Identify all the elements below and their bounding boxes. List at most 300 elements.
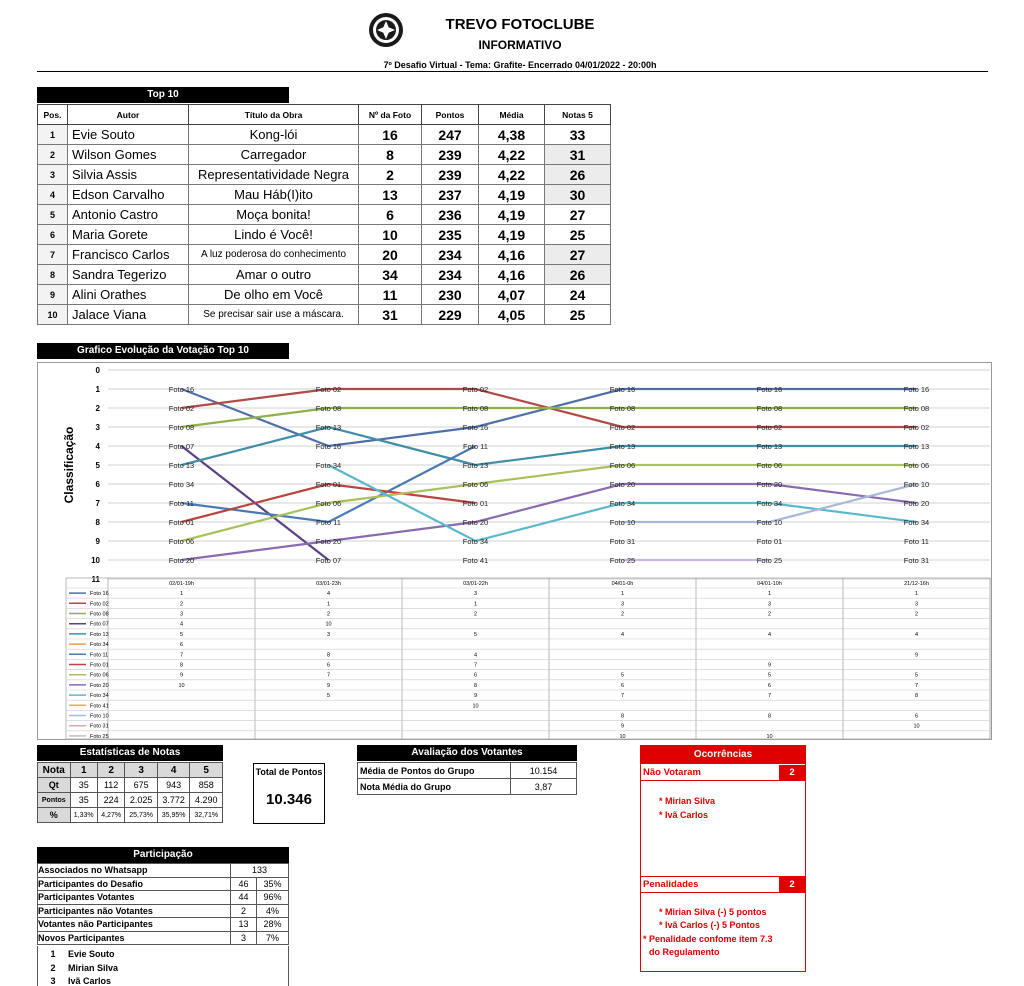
header-divider: [37, 71, 988, 72]
chart-point-label: Foto 16: [756, 385, 783, 394]
chart-point-label: Foto 11: [169, 499, 194, 508]
chart-data-table-cell: 4: [179, 621, 184, 628]
top10-avg: 4,38: [479, 125, 545, 145]
chart-data-table-cell: 3: [767, 601, 772, 608]
top10-points: 234: [422, 265, 479, 285]
chart-point-label: Foto 16: [462, 423, 489, 432]
top10-photo: 13: [359, 185, 422, 205]
chart-point-label: Foto 16: [315, 442, 342, 451]
top10-work: Amar o outro: [189, 265, 359, 285]
not-voted-item: * Mirian Silva: [659, 796, 716, 806]
stats-cell: 35: [70, 793, 97, 808]
top10-row: [38, 145, 611, 165]
chart-data-table-cell: 5: [179, 631, 184, 638]
chart-data-table-cell: 1: [620, 591, 625, 598]
chart-y-tick-label: 5: [95, 461, 100, 470]
stats-row-label: %: [38, 808, 71, 823]
stats-cell: 4,27%: [97, 808, 124, 823]
penalty-note: do Regulamento: [649, 947, 720, 957]
top10-row: [38, 305, 611, 325]
top10-author: Francisco Carlos: [68, 245, 189, 265]
chart-data-table-cell: 9: [326, 682, 331, 689]
top10-work: Moça bonita!: [189, 205, 359, 225]
participation-pct: 7%: [257, 931, 289, 945]
participation-value: 133: [231, 864, 289, 878]
chart-data-table-cell: 6: [914, 713, 919, 720]
chart-point-label: Foto 34: [315, 461, 342, 470]
chart-data-table-cell: 5: [620, 672, 625, 679]
chart-data-table-cell: 5: [767, 672, 772, 679]
participation-pct: 96%: [257, 891, 289, 905]
chart-point-label: Foto 16: [903, 385, 930, 394]
chart-x-tick-label: 02/01-19h: [169, 581, 194, 587]
chart-data-table-cell: 2: [914, 611, 919, 618]
chart-data-table-cell: 2: [620, 611, 625, 618]
chart-point-label: Foto 16: [168, 385, 195, 394]
top10-avg: 4,22: [479, 145, 545, 165]
chart-point-label: Foto 34: [168, 480, 195, 489]
participation-value: 13: [231, 918, 257, 932]
top10-photo: 16: [359, 125, 422, 145]
stats-cell: 112: [97, 778, 124, 793]
event-description: 7º Desafio Virtual - Tema: Grafite- Encerrado 04/01/2022 - 20:00h: [383, 60, 657, 70]
chart-data-table-cell: 3: [914, 601, 919, 608]
stats-cell: 943: [157, 778, 190, 793]
chart-point-label: Foto 02: [756, 423, 783, 432]
chart-point-label: Foto 06: [315, 499, 342, 508]
chart-data-table-cell: 10: [472, 703, 479, 710]
chart-legend-label: Foto 02: [90, 601, 109, 608]
penalties-count: 2: [779, 877, 805, 892]
chart-data-table-cell: 7: [326, 672, 331, 679]
stats-row-label: Qt: [38, 778, 71, 793]
chart-data-table-cell: 7: [179, 652, 184, 659]
top10-avg: 4,19: [479, 185, 545, 205]
chart-point-label: Foto 16: [609, 385, 636, 394]
chart-data-table-cell: 2: [767, 611, 772, 618]
top10-n5: 31: [545, 145, 611, 165]
chart-data-table-cell: 9: [767, 662, 772, 669]
participation-row: [38, 918, 289, 932]
stats-cell: 675: [125, 778, 158, 793]
participation-table: [37, 863, 289, 945]
top10-avg: 4,19: [479, 225, 545, 245]
participation-pct: 28%: [257, 918, 289, 932]
top10-row: [38, 265, 611, 285]
chart-point-label: Foto 13: [903, 442, 930, 451]
chart-legend-label: Foto 41: [90, 703, 109, 710]
top10-photo: 2: [359, 165, 422, 185]
top10-table: [37, 104, 611, 325]
participation-row: [38, 877, 289, 891]
top10-points: 234: [422, 245, 479, 265]
top10-photo: 8: [359, 145, 422, 165]
top10-n5: 25: [545, 305, 611, 325]
participation-value: 44: [231, 891, 257, 905]
chart-y-tick-label: 11: [91, 575, 100, 584]
penalty-item: * Mirian Silva (-) 5 pontos: [659, 907, 767, 917]
chart-point-label: Foto 11: [316, 518, 341, 527]
top10-photo: 34: [359, 265, 422, 285]
top10-photo: 10: [359, 225, 422, 245]
top10-n5: 33: [545, 125, 611, 145]
top10-work: A luz poderosa do conhecimento: [189, 245, 359, 265]
chart-data-table-cell: 5: [914, 672, 919, 679]
participation-label: Participantes não Votantes: [38, 904, 231, 918]
chart-point-label: Foto 06: [609, 461, 636, 470]
col-pos: Pos.: [38, 105, 68, 125]
chart-legend-label: Foto 34: [90, 642, 109, 649]
top10-author: Evie Souto: [68, 125, 189, 145]
stats-cell: 2.025: [125, 793, 158, 808]
ranking-evolution-chart: [37, 362, 992, 740]
chart-data-table-cell: 9: [473, 693, 478, 700]
col-author: Autor: [68, 105, 189, 125]
chart-series-line: [182, 408, 917, 427]
chart-point-label: Foto 07: [168, 442, 195, 451]
participation-row: [38, 931, 289, 945]
top10-n5: 24: [545, 285, 611, 305]
chart-point-label: Foto 11: [904, 537, 929, 546]
top10-points: 230: [422, 285, 479, 305]
chart-point-label: Foto 25: [609, 556, 636, 565]
chart-point-label: Foto 08: [609, 404, 636, 413]
stats-header: 4: [157, 763, 190, 778]
chart-point-label: Foto 10: [903, 480, 930, 489]
chart-point-label: Foto 01: [756, 537, 783, 546]
stats-header-row: [38, 763, 223, 778]
chart-point-label: Foto 01: [168, 518, 195, 527]
chart-data-table-cell: 2: [473, 611, 478, 618]
chart-point-label: Foto 06: [756, 461, 783, 470]
top10-avg: 4,16: [479, 245, 545, 265]
top10-work: Carregador: [189, 145, 359, 165]
chart-y-tick-label: 8: [95, 518, 100, 527]
top10-photo: 6: [359, 205, 422, 225]
chart-data-table-cell: 9: [179, 672, 184, 679]
new-participant-index: 1: [50, 949, 56, 959]
chart-point-label: Foto 20: [462, 518, 489, 527]
col-photo: Nº da Foto: [359, 105, 422, 125]
participation-pct: 4%: [257, 904, 289, 918]
participation-title: Participação: [37, 847, 289, 863]
top10-pos: 8: [38, 265, 68, 285]
chart-point-label: Foto 08: [168, 423, 195, 432]
penalty-item: * Ivã Carlos (-) 5 Pontos: [659, 920, 761, 930]
chart-point-label: Foto 06: [462, 480, 489, 489]
new-participant-index: 3: [50, 976, 56, 986]
evaluation-value: 10.154: [511, 763, 577, 779]
chart-legend-label: Foto 01: [90, 662, 109, 669]
chart-point-label: Foto 08: [903, 404, 930, 413]
chart-point-label: Foto 13: [756, 442, 783, 451]
chart-point-label: Foto 08: [315, 404, 342, 413]
participation-label: Votantes não Participantes: [38, 918, 231, 932]
top10-avg: 4,05: [479, 305, 545, 325]
participation-row: [38, 891, 289, 905]
chart-point-label: Foto 34: [903, 518, 930, 527]
top10-pos: 2: [38, 145, 68, 165]
chart-point-label: Foto 20: [315, 537, 342, 546]
chart-legend-label: Foto 10: [90, 713, 109, 720]
top10-pos: 7: [38, 245, 68, 265]
stats-cell: 32,71%: [190, 808, 223, 823]
not-voted-label: Não Votaram: [643, 767, 701, 778]
chart-data-table-cell: 4: [473, 652, 478, 659]
chart-point-label: Foto 34: [609, 499, 636, 508]
chart-point-label: Foto 06: [903, 461, 930, 470]
chart-data-table-cell: 4: [914, 631, 919, 638]
chart-data-table-cell: 2: [179, 601, 184, 608]
chart-data-table-cell: 1: [767, 591, 772, 598]
chart-data-table-cell: 1: [914, 591, 919, 598]
stats-cell: 224: [97, 793, 124, 808]
chart-data-table-cell: 3: [179, 611, 184, 618]
chart-point-label: Foto 13: [315, 423, 342, 432]
chart-data-table-cell: 9: [620, 723, 625, 730]
new-participant-name: Ivã Carlos: [68, 976, 112, 986]
stats-header: 1: [70, 763, 97, 778]
stats-cell: 35,95%: [157, 808, 190, 823]
evaluation-title: Avaliação dos Votantes: [357, 745, 577, 761]
chart-data-table-cell: 1: [326, 601, 331, 608]
chart-y-tick-label: 2: [95, 404, 100, 413]
top10-title: Top 10: [37, 87, 289, 103]
chart-data-table-cell: 1: [473, 601, 478, 608]
chart-x-tick-label: 03/01-23h: [316, 581, 341, 587]
top10-row: [38, 205, 611, 225]
top10-work: Representatividade Negra: [189, 165, 359, 185]
evaluation-table: [357, 762, 577, 795]
chart-legend-label: Foto 08: [90, 611, 109, 618]
chart-point-label: Foto 34: [462, 537, 489, 546]
chart-data-table-cell: 6: [473, 672, 478, 679]
stats-title: Estatísticas de Notas: [37, 745, 223, 761]
participation-pct: 35%: [257, 877, 289, 891]
top10-photo: 11: [359, 285, 422, 305]
chart-legend-label: Foto 20: [90, 682, 109, 689]
chart-point-label: Foto 07: [315, 556, 342, 565]
new-participant-item: [38, 976, 111, 986]
chart-point-label: Foto 13: [462, 461, 489, 470]
chart-x-tick-label: 04/01-10h: [757, 581, 782, 587]
stats-cell: 3.772: [157, 793, 190, 808]
chart-point-label: Foto 10: [756, 518, 783, 527]
chart-data-table-cell: 7: [473, 662, 478, 669]
top10-pos: 5: [38, 205, 68, 225]
chart-legend-label: Foto 13: [90, 631, 109, 638]
chart-data-table-cell: 8: [326, 652, 331, 659]
chart-y-tick-label: 10: [91, 556, 100, 565]
page-title: TREVO FOTOCLUBE: [445, 16, 595, 33]
chart-legend-label: Foto 25: [90, 733, 109, 740]
evaluation-label: Média de Pontos do Grupo: [358, 763, 511, 779]
top10-author: Antonio Castro: [68, 205, 189, 225]
chart-point-label: Foto 31: [903, 556, 930, 565]
chart-y-tick-label: 0: [95, 366, 100, 375]
top10-pos: 3: [38, 165, 68, 185]
chart-data-table-cell: 7: [767, 693, 772, 700]
top10-n5: 30: [545, 185, 611, 205]
col-points: Pontos: [422, 105, 479, 125]
top10-n5: 26: [545, 165, 611, 185]
top10-n5: 25: [545, 225, 611, 245]
top10-work: Mau Háb(I)ito: [189, 185, 359, 205]
top10-author: Maria Gorete: [68, 225, 189, 245]
top10-row: [38, 225, 611, 245]
stats-cell: 35: [70, 778, 97, 793]
chart-data-table-cell: 8: [914, 693, 919, 700]
chart-point-label: Foto 31: [609, 537, 636, 546]
penalties-label: Penalidades: [643, 879, 699, 890]
top10-pos: 9: [38, 285, 68, 305]
chart-point-label: Foto 02: [168, 404, 195, 413]
top10-pos: 6: [38, 225, 68, 245]
chart-data-table-cell: 3: [326, 631, 331, 638]
chart-data-table-cell: 1: [179, 591, 184, 598]
not-voted-count: 2: [779, 765, 805, 780]
participation-row: [38, 864, 289, 878]
top10-work: Kong-lói: [189, 125, 359, 145]
chart-point-label: Foto 13: [609, 442, 636, 451]
chart-point-label: Foto 01: [315, 480, 342, 489]
participation-label: Novos Participantes: [38, 931, 231, 945]
top10-work: Lindo é Você!: [189, 225, 359, 245]
top10-points: 239: [422, 145, 479, 165]
chart-point-label: Foto 11: [463, 442, 488, 451]
chart-legend-label: Foto 16: [90, 591, 109, 598]
stats-header: 5: [190, 763, 223, 778]
col-n5: Notas 5: [545, 105, 611, 125]
total-points-label: Total de Pontos: [255, 767, 323, 777]
top10-author: Silvia Assis: [68, 165, 189, 185]
chart-data-table-cell: 4: [620, 631, 625, 638]
stats-row: [38, 778, 223, 793]
stats-row: [38, 808, 223, 823]
stats-cell: 1,33%: [70, 808, 97, 823]
participation-value: 3: [231, 931, 257, 945]
chart-data-table-cell: 4: [767, 631, 772, 638]
top10-avg: 4,19: [479, 205, 545, 225]
stats-table: [37, 762, 223, 823]
top10-author: Sandra Tegerizo: [68, 265, 189, 285]
top10-author: Alini Orathes: [68, 285, 189, 305]
not-voted-header: [641, 765, 805, 781]
chart-legend-label: Foto 06: [90, 672, 109, 679]
evaluation-label: Nota Média do Grupo: [358, 779, 511, 795]
chart-y-tick-label: 9: [95, 537, 100, 546]
evaluation-row: [358, 763, 577, 779]
chart-y-tick-label: 6: [95, 480, 100, 489]
top10-n5: 27: [545, 245, 611, 265]
chart-y-axis-label: Classificação: [62, 426, 76, 504]
top10-work: Se precisar sair use a máscara.: [189, 305, 359, 325]
col-avg: Média: [479, 105, 545, 125]
top10-points: 239: [422, 165, 479, 185]
chart-point-label: Foto 34: [756, 499, 783, 508]
chart-point-label: Foto 20: [609, 480, 636, 489]
top10-row: [38, 245, 611, 265]
chart-data-table-cell: 6: [620, 682, 625, 689]
chart-point-label: Foto 02: [315, 385, 342, 394]
chart-point-label: Foto 02: [462, 385, 489, 394]
chart-point-label: Foto 08: [756, 404, 783, 413]
top10-points: 236: [422, 205, 479, 225]
new-participant-item: [38, 963, 118, 973]
chart-point-label: Foto 20: [756, 480, 783, 489]
chart-point-label: Foto 02: [903, 423, 930, 432]
stats-cell: 858: [190, 778, 223, 793]
top10-pos: 4: [38, 185, 68, 205]
chart-data-table-cell: 10: [766, 733, 773, 740]
total-points-box: [253, 763, 325, 824]
chart-y-tick-label: 7: [95, 499, 100, 508]
participation-label: Participantes do Desafio: [38, 877, 231, 891]
chart-point-label: Foto 10: [609, 518, 636, 527]
not-voted-item: * Ivã Carlos: [659, 810, 709, 820]
stats-row: [38, 793, 223, 808]
new-participant-name: Evie Souto: [68, 949, 115, 959]
chart-x-tick-label: 21/12-16h: [904, 581, 929, 587]
chart-x-tick-label: 04/01-0h: [611, 581, 634, 587]
chart-data-table-cell: 3: [620, 601, 625, 608]
top10-n5: 26: [545, 265, 611, 285]
chart-legend-label: Foto 11: [90, 652, 109, 659]
chart-data-table-cell: 7: [620, 693, 625, 700]
top10-row: [38, 165, 611, 185]
chart-legend-label: Foto 07: [90, 621, 109, 628]
new-participant-index: 2: [50, 963, 56, 973]
top10-row: [38, 285, 611, 305]
new-participants-list: [37, 946, 289, 986]
chart-point-label: Foto 06: [168, 537, 195, 546]
top10-row: [38, 185, 611, 205]
stats-header: Nota: [38, 763, 71, 778]
stats-header: 3: [125, 763, 158, 778]
participation-value: 46: [231, 877, 257, 891]
top10-n5: 27: [545, 205, 611, 225]
top10-points: 229: [422, 305, 479, 325]
evaluation-value: 3,87: [511, 779, 577, 795]
chart-data-table-cell: 8: [473, 682, 478, 689]
chart-data-table-cell: 10: [913, 723, 920, 730]
chart-data-table-cell: 6: [767, 682, 772, 689]
chart-data-table-cell: 5: [473, 631, 478, 638]
participation-value: 2: [231, 904, 257, 918]
chart-data-table-cell: 9: [914, 652, 919, 659]
chart-title: Grafico Evolução da Votação Top 10: [37, 343, 289, 359]
chart-data-table-cell: 8: [179, 662, 184, 669]
occurrences-title: Ocorrências: [641, 746, 805, 764]
stats-cell: 25,73%: [125, 808, 158, 823]
stats-row-label: Pontos: [38, 793, 71, 808]
top10-avg: 4,16: [479, 265, 545, 285]
top10-pos: 10: [38, 305, 68, 325]
chart-data-table-frame: [66, 578, 990, 739]
chart-y-tick-label: 1: [95, 385, 100, 394]
stats-header: 2: [97, 763, 124, 778]
chart-data-table-cell: 7: [914, 682, 919, 689]
chart-data-table-cell: 10: [178, 682, 185, 689]
top10-author: Jalace Viana: [68, 305, 189, 325]
chart-series-line: [182, 484, 770, 541]
chart-data-table-cell: 6: [326, 662, 331, 669]
chart-data-table-cell: 10: [619, 733, 626, 740]
chart-point-label: Foto 20: [903, 499, 930, 508]
top10-photo: 20: [359, 245, 422, 265]
top10-pos: 1: [38, 125, 68, 145]
top10-avg: 4,22: [479, 165, 545, 185]
